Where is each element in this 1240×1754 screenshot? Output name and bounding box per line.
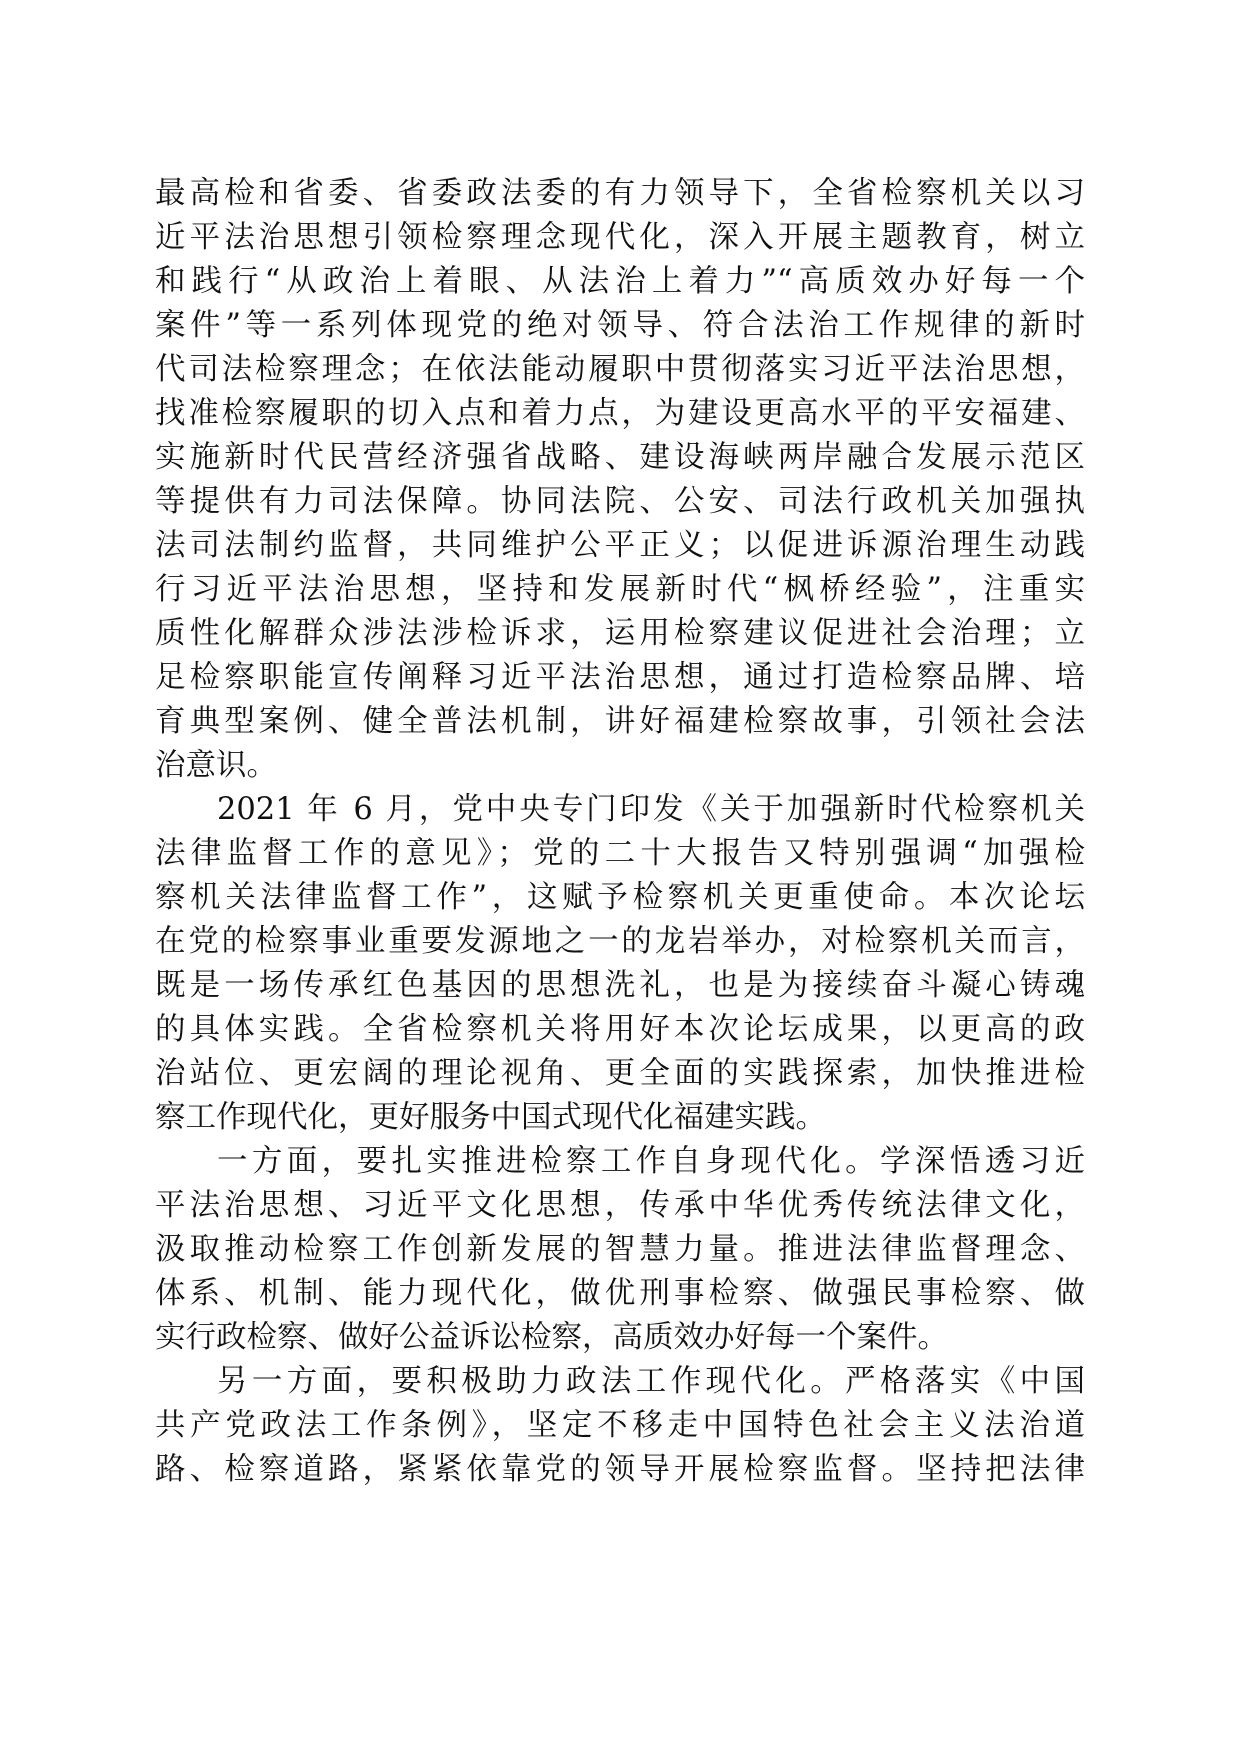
text-line: 另一方面，要积极助力政法工作现代化。严格落实《中国 xyxy=(217,1364,1085,1399)
text-line: 最高检和省委、省委政法委的有力领导下，全省检察机关以习 xyxy=(155,176,1085,211)
text-line: 的具体实践。全省检察机关将用好本次论坛成果，以更高的政 xyxy=(155,1012,1085,1047)
text-line: 找准检察履职的切入点和着力点，为建设更高水平的平安福建、 xyxy=(155,396,1085,431)
text-line: 法司法制约监督，共同维护公平正义；以促进诉源治理生动践 xyxy=(155,528,1085,563)
text-line: 法律监督工作的意见》；党的二十大报告又特别强调“加强检 xyxy=(155,836,1085,871)
text-line: 育典型案例、健全普法机制，讲好福建检察故事，引领社会法 xyxy=(155,704,1085,739)
text-line: 实行政检察、做好公益诉讼检察，高质效办好每一个案件。 xyxy=(155,1320,948,1355)
text-line: 质性化解群众涉法涉检诉求，运用检察建议促进社会治理；立 xyxy=(155,616,1085,651)
text-line: 汲取推动检察工作创新发展的智慧力量。推进法律监督理念、 xyxy=(155,1232,1085,1267)
text-line: 察机关法律监督工作”，这赋予检察机关更重使命。本次论坛 xyxy=(155,880,1085,915)
text-line: 一方面，要扎实推进检察工作自身现代化。学深悟透习近 xyxy=(217,1144,1085,1179)
text-line: 路、检察道路，紧紧依靠党的领导开展检察监督。坚持把法律 xyxy=(155,1452,1085,1487)
text-line: 足检察职能宣传阐释习近平法治思想，通过打造检察品牌、培 xyxy=(155,660,1085,695)
text-line: 案件”等一系列体现党的绝对领导、符合法治工作规律的新时 xyxy=(155,308,1085,343)
text-line: 治意识。 xyxy=(155,748,277,783)
text-line: 察工作现代化，更好服务中国式现代化福建实践。 xyxy=(155,1100,826,1135)
text-line: 行习近平法治思想，坚持和发展新时代“枫桥经验”，注重实 xyxy=(155,572,1085,607)
text-line: 在党的检察事业重要发源地之一的龙岩举办，对检察机关而言， xyxy=(155,924,1085,959)
text-line: 体系、机制、能力现代化，做优刑事检察、做强民事检察、做 xyxy=(155,1276,1085,1311)
text-line: 等提供有力司法保障。协同法院、公安、司法行政机关加强执 xyxy=(155,484,1085,519)
document-body-text xyxy=(155,172,1085,1492)
text-line: 治站位、更宏阔的理论视角、更全面的实践探索，加快推进检 xyxy=(155,1056,1085,1091)
text-line: 平法治思想、习近平文化思想，传承中华优秀传统法律文化， xyxy=(155,1188,1085,1223)
text-line: 代司法检察理念；在依法能动履职中贯彻落实习近平法治思想， xyxy=(155,352,1085,387)
text-line: 近平法治思想引领检察理念现代化，深入开展主题教育，树立 xyxy=(155,220,1085,255)
text-line: 实施新时代民营经济强省战略、建设海峡两岸融合发展示范区 xyxy=(155,440,1085,475)
text-line: 既是一场传承红色基因的思想洗礼，也是为接续奋斗凝心铸魂 xyxy=(155,968,1085,1003)
text-line: 共产党政法工作条例》，坚定不移走中国特色社会主义法治道 xyxy=(155,1408,1085,1443)
text-line: 2021 年 6 月，党中央专门印发《关于加强新时代检察机关 xyxy=(217,792,1085,827)
text-line: 和践行“从政治上着眼、从法治上着力”“高质效办好每一个 xyxy=(155,264,1085,299)
